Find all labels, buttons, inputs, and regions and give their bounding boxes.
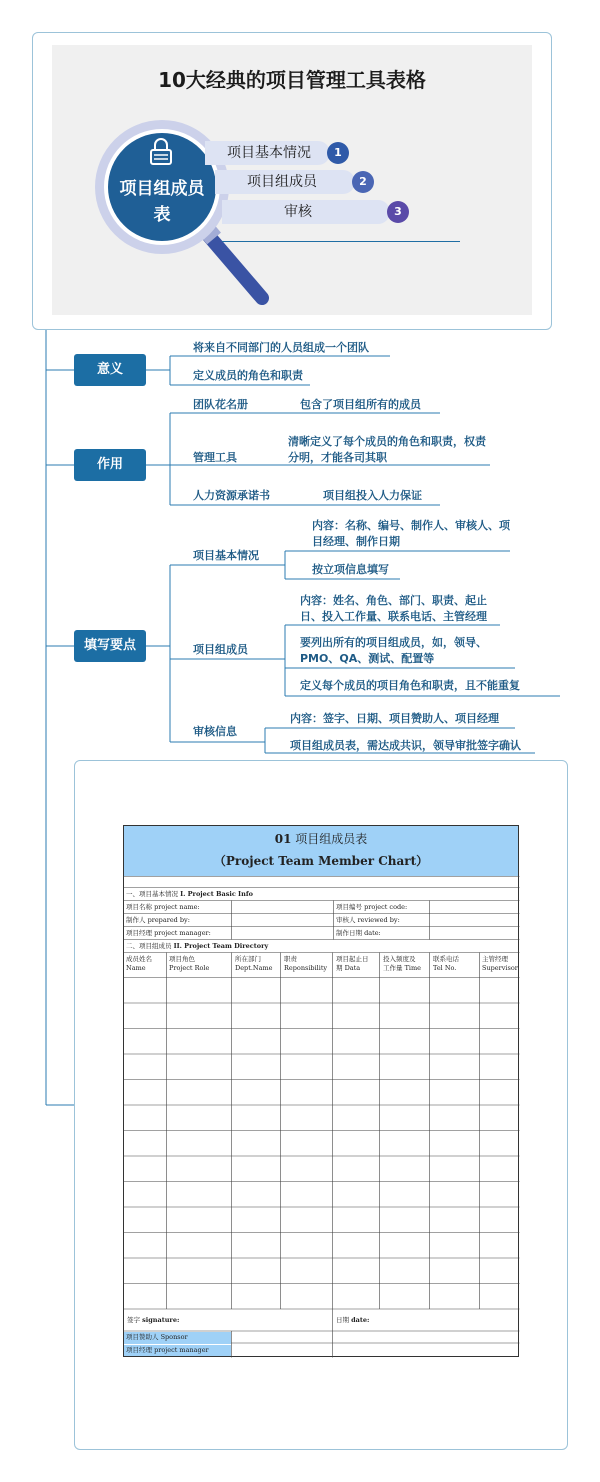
section2-title [126,942,268,951]
signature-cn: 签字 [127,1316,140,1324]
kp-item-label-2: 项目组成员 [193,643,248,656]
kp-item-1-detail-2: 按立项信息填写 [312,563,389,576]
field-right-1: 项目编号 project code: [336,903,408,911]
page-title: 10大经典的项目管理工具表格 [158,68,426,92]
section2-en: II. Project Team Directory [173,942,269,950]
branch-function: 作用 [74,449,146,481]
col-header-8: 主管经理 Supervisor [482,955,518,972]
function-item-desc-3: 项目组投入人力保证 [323,489,422,502]
kp-item-2-detail-1: 内容：姓名、角色、部门、职责、起止日、投入工作量、联系电话、主管经理 [300,594,487,623]
meaning-item-1: 将来自不同部门的人员组成一个团队 [193,341,369,354]
field-right-3: 制作日期 date: [336,929,381,937]
col-header-1: 成员姓名 Name [126,955,152,972]
function-item-desc-2: 清晰定义了每个成员的角色和职责，权责分明，才能各司其职 [288,435,486,464]
kp-item-label-1: 项目基本情况 [193,549,259,562]
function-item-desc-1: 包含了项目组所有的成员 [300,398,421,411]
kp-item-3-detail-2: 项目组成员表，需达成共识，领导审批签字确认 [290,739,521,752]
number-badge-3: 3 [387,201,409,223]
kp-item-2-detail-3: 定义每个成员的项目角色和职责，且不能重复 [300,679,520,692]
function-item-label-1: 团队花名册 [193,398,248,411]
kp-item-label-3: 审核信息 [193,725,237,738]
sponsor-label: 项目赞助人 Sponsor [126,1333,188,1341]
signature-label [127,1316,179,1325]
kp-item-2-detail-2: 要列出所有的项目组成员，如，领导、PMO、QA、测试、配置等 [300,636,487,665]
col-header-7: 联系电话 Tel No. [433,955,459,972]
section1-cn: 一、项目基本情况 [126,890,178,898]
field-right-2: 审核人 reviewed by: [336,916,400,924]
field-left-1: 项目名称 project name: [126,903,200,911]
col-header-3: 所在部门 Dept.Name [235,955,273,972]
function-item-label-2: 管理工具 [193,451,237,464]
function-item-label-3: 人力资源承诺书 [193,489,270,502]
form-title-number: 01 [274,832,292,846]
field-left-2: 制作人 prepared by: [126,916,190,924]
col-header-5: 项目起止日 期 Data [336,955,369,972]
header-item-label: 项目组成员 [247,174,317,190]
date-label [336,1316,369,1325]
header-item-label: 审核 [284,204,312,220]
pm-label: 项目经理 project manager [126,1346,209,1354]
number-badge-1: 1 [327,142,349,164]
branch-key-points: 填写要点 [74,630,146,662]
col-header-6: 投入频度及 工作量 Time [383,955,421,972]
kp-item-3-detail-1: 内容：签字、日期、项目赞助人、项目经理 [290,712,499,725]
form-title-text: 项目组成员表 [295,832,368,846]
col-header-2: 项目角色 Project Role [169,955,210,972]
form-title-en: （Project Team Member Chart） [213,854,429,868]
field-left-3: 项目经理 project manager: [126,929,211,937]
section1-title [126,890,253,899]
number-badge-2: 2 [352,171,374,193]
kp-item-1-detail-1: 内容：名称、编号、制作人、审核人、项目经理、制作日期 [312,519,510,548]
section1-en: I. Project Basic Info [180,890,253,898]
section2-cn: 二、项目组成员 [126,942,172,950]
meaning-item-2: 定义成员的角色和职责 [193,369,303,382]
center-label: 项目组成员表 [119,179,205,225]
col-header-4: 职责 Reponsibility [284,955,328,972]
date-cn: 日期 [336,1316,349,1324]
signature-en: signature: [142,1316,180,1324]
date-en: date: [351,1316,370,1324]
header-item-label: 项目基本情况 [227,145,311,161]
branch-meaning: 意义 [74,354,146,386]
